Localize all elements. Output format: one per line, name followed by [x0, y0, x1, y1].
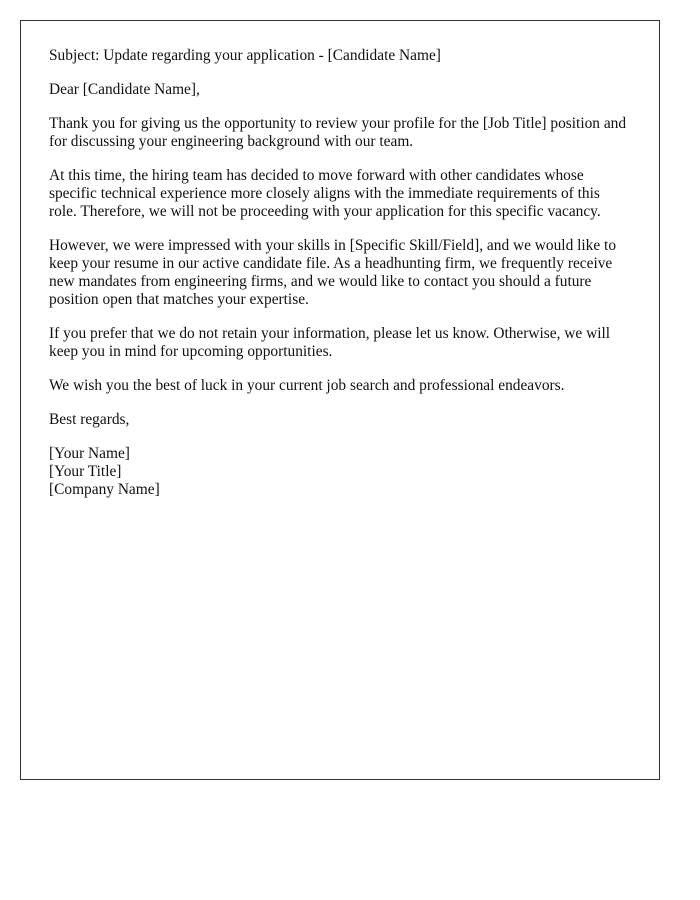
signature-block [49, 445, 631, 499]
letter-greeting: Dear [Candidate Name], [49, 81, 200, 98]
letter-closing: Best regards, [49, 411, 130, 428]
signature-company: [Company Name] [49, 481, 160, 498]
letter-paragraph-3: However, we were impressed with your skills in [Specific Skill/Field], and we would like to keep your resume in our active candidate file. As a headhunting firm, we frequently receive new mandates from engineering firms, and we would like to contact you should a future position open that matches your expertise. [49, 237, 617, 308]
letter-document [20, 20, 660, 780]
letter-paragraph-4: If you prefer that we do not retain your information, please let us know. Otherwise, we will keep you in mind for upcoming opportunities. [49, 325, 611, 360]
signature-name: [Your Name] [49, 445, 130, 462]
letter-paragraph-5: We wish you the best of luck in your current job search and professional endeavors. [49, 377, 565, 394]
signature-title: [Your Title] [49, 463, 122, 480]
letter-paragraph-1: Thank you for giving us the opportunity to review your profile for the [Job Title] position and for discussing your engineering background with our team. [49, 115, 627, 150]
letter-paragraph-2: At this time, the hiring team has decided to move forward with other candidates whose specific technical experience more closely aligns with the immediate requirements of this role. Therefore, we will not be proceeding with your application for this specific vacancy. [49, 167, 601, 220]
letter-subject: Subject: Update regarding your application - [Candidate Name] [49, 47, 441, 64]
